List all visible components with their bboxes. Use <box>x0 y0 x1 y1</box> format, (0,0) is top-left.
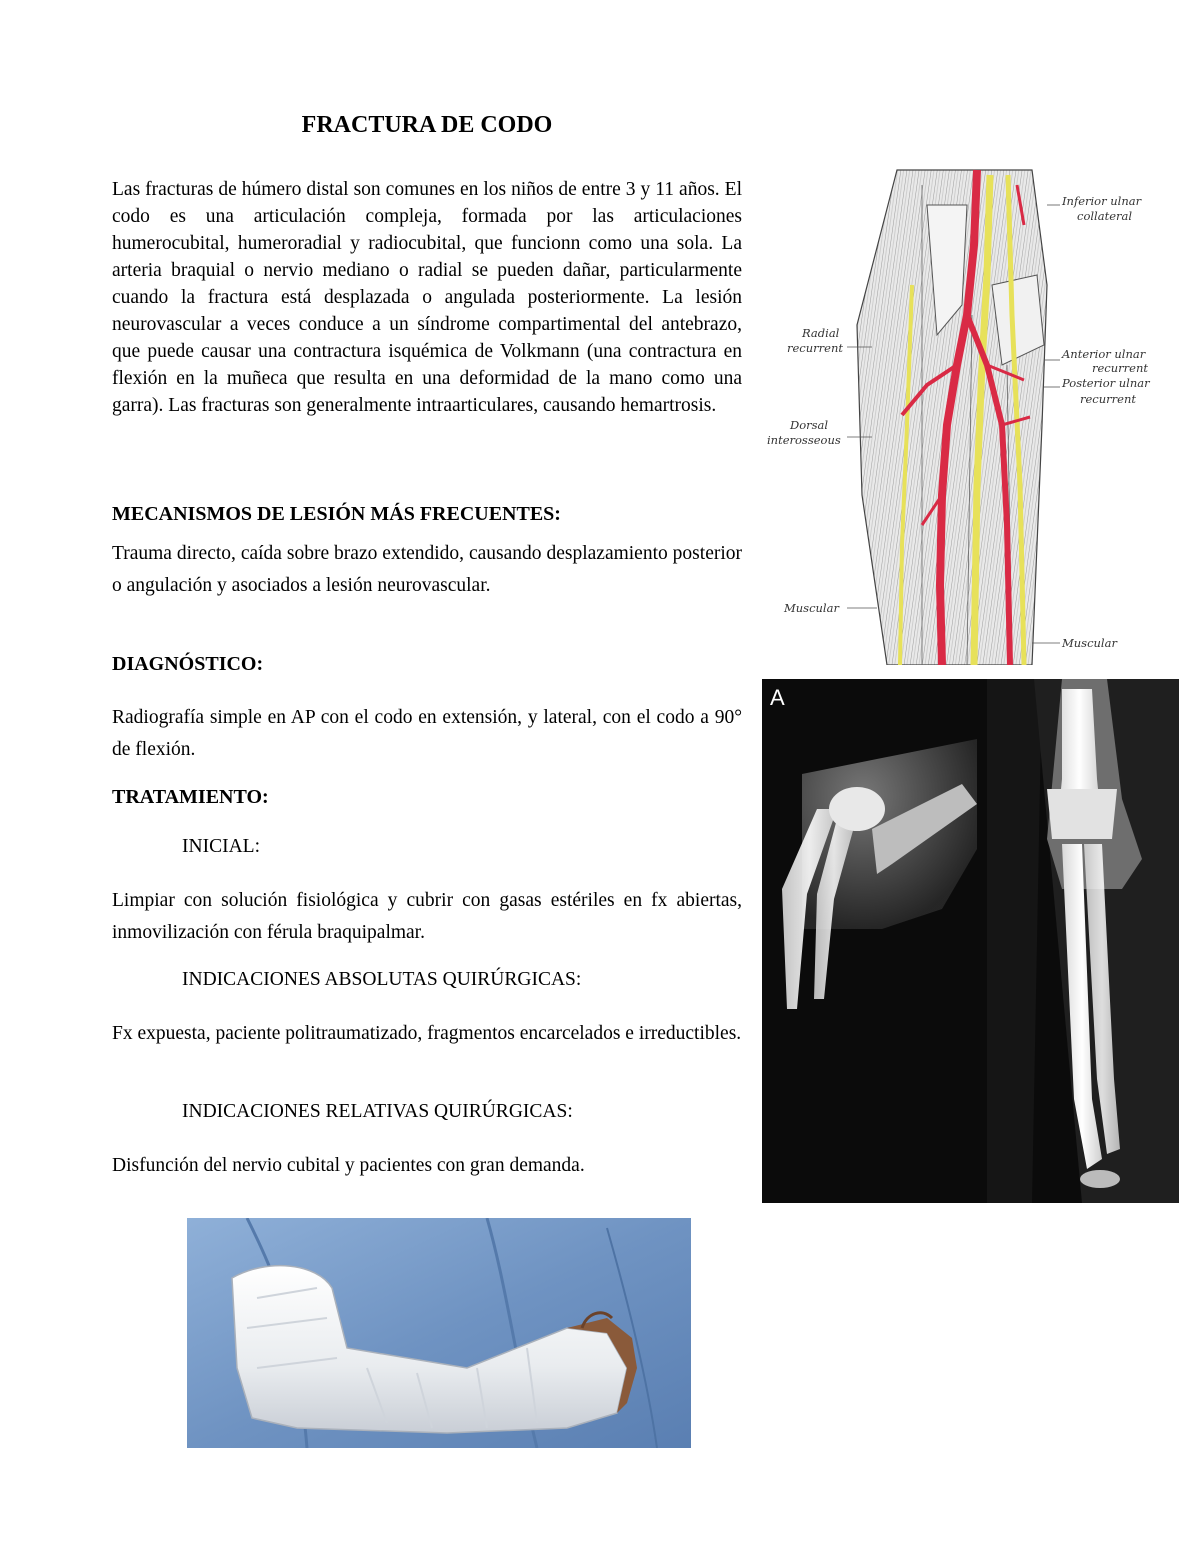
label-anterior-ulnar: Anterior ulnar <box>1062 347 1146 361</box>
label-dorsal: Dorsal <box>790 418 829 432</box>
diagnosis-heading: DIAGNÓSTICO: <box>112 653 264 675</box>
label-posterior-ulnar-recurrent: recurrent <box>1080 392 1136 406</box>
diagnosis-body <box>112 702 742 765</box>
relative-body <box>112 1150 742 1182</box>
label-muscular-left: Muscular <box>784 601 839 615</box>
initial-body <box>112 885 742 948</box>
relative-subheading: INDICACIONES RELATIVAS QUIRÚRGICAS: <box>182 1101 573 1122</box>
absolute-subsection <box>112 969 742 991</box>
label-muscular-right: Muscular <box>1062 636 1117 650</box>
mechanisms-body <box>112 538 742 601</box>
label-interosseous: interosseous <box>767 433 841 447</box>
label-radial: Radial <box>802 326 840 340</box>
label-posterior-ulnar: Posterior ulnar <box>1062 376 1150 390</box>
anatomy-illustration <box>762 165 1166 665</box>
label-inferior-ulnar: Inferior ulnar <box>1062 194 1142 208</box>
label-radial-recurrent: recurrent <box>787 341 843 355</box>
absolute-subheading: INDICACIONES ABSOLUTAS QUIRÚRGICAS: <box>182 969 582 990</box>
label-collateral: collateral <box>1077 209 1133 223</box>
mechanisms-section <box>112 503 742 526</box>
cast-photo <box>187 1218 691 1448</box>
forearm-anatomy-drawing <box>762 165 1166 665</box>
initial-subheading: INICIAL: <box>182 836 260 857</box>
xray-panel-letter: A <box>770 685 785 710</box>
page-title: FRACTURA DE CODO <box>301 112 553 138</box>
intro-paragraph: Las fracturas de húmero distal son comunes en los niños de entre 3 y 11 años. El codo es una articulación compleja, formada por las articulaciones humerocubital, humeroradial y radiocubital, que funcionn como una sola. La arteria braquial o nervio mediano o radial se pueden dañar, particularmente cuando la fractura está desplazada o angulada posteriormente. La lesión neurovascular a veces conduce a un síndrome compartimental del antebrazo, que puede causar una contractura isquémica de Volkmann (una contractura en flexión en la muñeca que resulta en una deformidad de la mano como una garra). Las fracturas son generalmente intraarticulares, causando hemartrosis. <box>112 179 742 416</box>
elbow-xray-drawing <box>762 679 1179 1203</box>
mechanisms-paragraph: Trauma directo, caída sobre brazo extendido, causando desplazamiento posterior o angulación y asociados a lesión neurovascular. <box>112 543 742 596</box>
intro-block <box>112 176 742 419</box>
relative-paragraph: Disfunción del nervio cubital y pacientes con gran demanda. <box>112 1155 585 1176</box>
initial-subsection <box>112 836 742 858</box>
absolute-paragraph: Fx expuesta, paciente politraumatizado, fragmentos encarcelados e irreductibles. <box>112 1023 742 1044</box>
initial-paragraph: Limpiar con solución fisiológica y cubrir con gasas estériles en fx abiertas, inmovilización con férula braquipalmar. <box>112 890 742 943</box>
absolute-body <box>112 1018 742 1050</box>
diagnosis-section <box>112 653 742 676</box>
xray-image <box>762 679 1179 1203</box>
arm-cast-drawing <box>187 1218 691 1448</box>
treatment-heading: TRATAMIENTO: <box>112 786 269 808</box>
label-anterior-ulnar-recurrent: recurrent <box>1092 361 1148 375</box>
treatment-section <box>112 786 742 809</box>
relative-subsection <box>112 1101 742 1123</box>
mechanisms-heading: MECANISMOS DE LESIÓN MÁS FRECUENTES: <box>112 503 561 525</box>
diagnosis-paragraph: Radiografía simple en AP con el codo en extensión, y lateral, con el codo a 90° de flexión. <box>112 707 742 760</box>
